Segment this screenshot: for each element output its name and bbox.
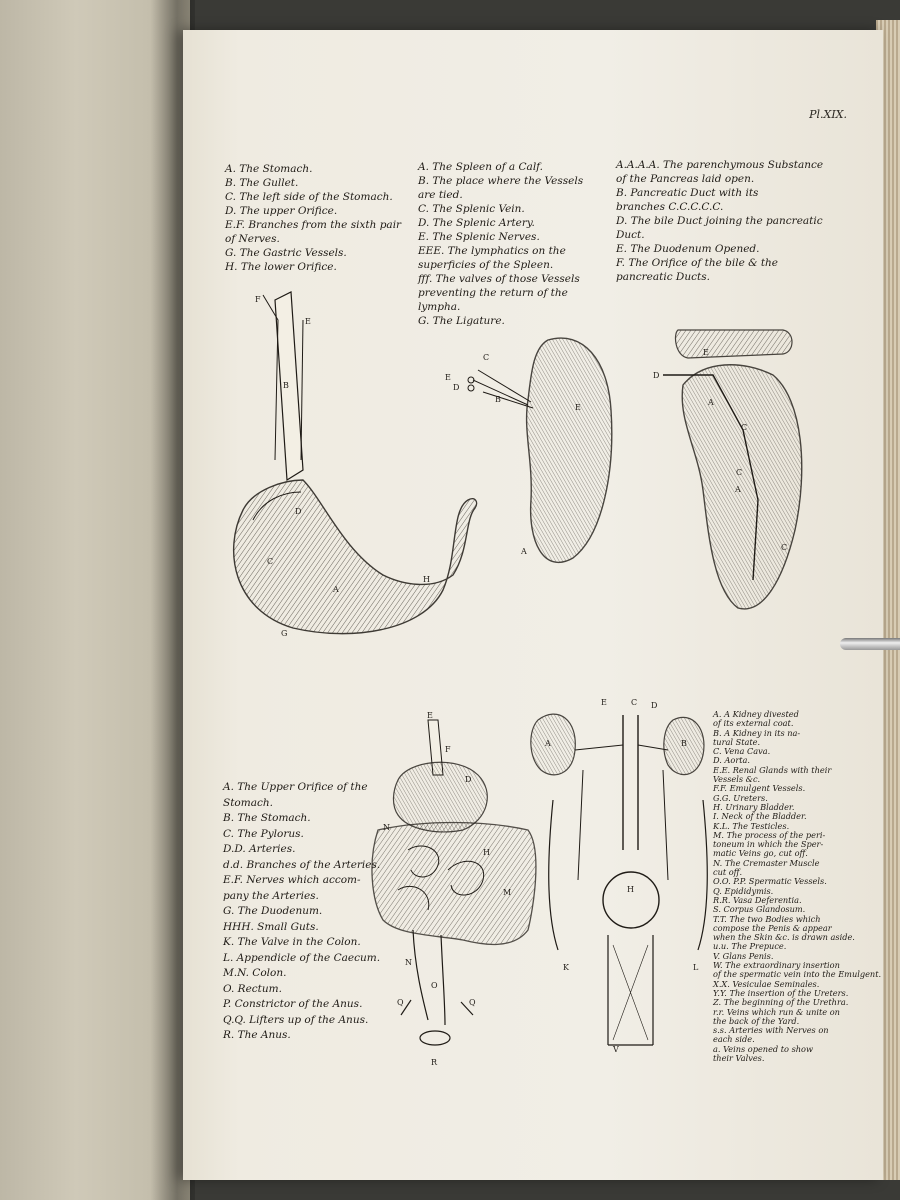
- legend-line: are tied.: [418, 189, 463, 201]
- legend-line: B. Pancreatic Duct with its: [616, 187, 759, 199]
- legend-line: O. Rectum.: [223, 982, 282, 995]
- legend-line: their Valves.: [713, 1052, 765, 1063]
- legend-line: F.F. Emulgent Vessels.: [713, 783, 806, 794]
- legend-line: A. The Spleen of a Calf.: [418, 161, 544, 173]
- legend-line: B. The Gullet.: [225, 177, 299, 189]
- svg-text:F: F: [445, 745, 451, 754]
- legend-line: X.X. Vesiculae Seminales.: [713, 978, 820, 989]
- legend-line: H. The lower Orifice.: [225, 261, 337, 273]
- legend-line: R. The Anus.: [223, 1029, 291, 1041]
- svg-text:B: B: [283, 381, 289, 390]
- legend-line: EEE. The lymphatics on the: [418, 245, 566, 257]
- svg-text:A: A: [708, 398, 714, 407]
- legend-line: G.G. Ureters.: [713, 792, 768, 803]
- legend-line: R.R. Vasa Deferentia.: [713, 894, 802, 905]
- svg-text:E: E: [305, 317, 311, 326]
- svg-text:C: C: [781, 543, 788, 552]
- legend-line: E.E. Renal Glands with their: [713, 764, 832, 775]
- svg-text:H: H: [423, 575, 430, 584]
- legend-line: C. The left side of the Stomach.: [225, 191, 393, 203]
- legend-line: each side.: [713, 1034, 755, 1045]
- svg-text:B: B: [495, 395, 501, 404]
- legend-line: G. The Gastric Vessels.: [225, 247, 347, 259]
- legend-line: tural State.: [713, 736, 761, 747]
- legend-line: M.N. Colon.: [223, 967, 287, 979]
- legend-line: A. The Upper Orifice of the: [223, 781, 368, 793]
- spleen-figure: [445, 338, 612, 562]
- svg-text:E: E: [601, 698, 607, 707]
- legend-line: D. The bile Duct joining the pancreatic: [616, 215, 823, 227]
- legend-line: K.L. The Testicles.: [713, 820, 790, 831]
- legend-line: A. The Stomach.: [225, 163, 313, 175]
- svg-text:D: D: [295, 507, 302, 516]
- legend-line: HHH. Small Guts.: [223, 920, 319, 933]
- svg-text:M: M: [503, 888, 512, 897]
- svg-text:N: N: [405, 958, 412, 967]
- legend-pancreas: [616, 158, 823, 284]
- legend-line: Y.Y. The insertion of the Ureters.: [713, 987, 849, 998]
- svg-text:H: H: [483, 848, 490, 857]
- svg-text:Q: Q: [397, 998, 404, 1007]
- legend-line: pancreatic Ducts.: [616, 271, 710, 283]
- plate-number: Pl.XIX.: [809, 108, 847, 121]
- svg-text:F: F: [255, 295, 261, 304]
- svg-text:E: E: [575, 403, 581, 412]
- legend-line: N. The Cremaster Muscle: [713, 857, 820, 868]
- pancreas-figure: [653, 330, 802, 609]
- legend-line: E. The Duodenum Opened.: [616, 243, 760, 255]
- legend-intestines: [223, 780, 380, 1044]
- svg-text:A: A: [333, 585, 339, 594]
- svg-text:A: A: [735, 485, 741, 494]
- svg-text:E: E: [703, 348, 709, 357]
- kidneys-figure: [531, 698, 707, 1054]
- legend-line: Q. Epididymis.: [713, 885, 774, 896]
- legend-line: A. A Kidney divested: [713, 709, 799, 719]
- legend-line: K. The Valve in the Colon.: [223, 936, 361, 948]
- legend-stomach: [225, 162, 401, 274]
- legend-line: G. The Duodenum.: [223, 905, 323, 917]
- legend-line: Duct.: [616, 229, 645, 241]
- legend-line: I. Neck of the Bladder.: [713, 811, 807, 822]
- legend-line: O.O. P.P. Spermatic Vessels.: [713, 876, 827, 887]
- stomach-figure: [234, 292, 477, 638]
- legend-line: fff. The valves of those Vessels: [418, 273, 580, 285]
- legend-line: L. Appendicle of the Caecum.: [223, 951, 381, 964]
- svg-text:O: O: [431, 981, 438, 990]
- svg-text:G: G: [281, 629, 288, 638]
- legend-line: compose the Penis & appear: [713, 922, 832, 933]
- legend-line: Vessels &c.: [713, 774, 761, 785]
- svg-text:K: K: [563, 963, 569, 972]
- svg-text:C: C: [736, 468, 743, 477]
- legend-line: E.F. Branches from the sixth pair: [225, 219, 402, 231]
- legend-line: M. The process of the peri-: [713, 829, 826, 840]
- svg-text:N: N: [383, 823, 390, 832]
- legend-line: the back of the Yard.: [713, 1015, 800, 1026]
- legend-line: when the Skin &c. is drawn aside.: [713, 932, 855, 943]
- legend-line: B. The Stomach.: [223, 812, 311, 824]
- legend-line: A.A.A.A. The parenchymous Substance: [616, 159, 824, 171]
- legend-line: pany the Arteries.: [223, 889, 319, 902]
- legend-line: of the Pancreas laid open.: [616, 173, 755, 185]
- plate-page: [183, 30, 883, 1180]
- legend-line: D. Aorta.: [713, 755, 751, 766]
- svg-text:D: D: [465, 775, 472, 784]
- legend-line: of the spermatic vein into the Emulgent.: [713, 969, 882, 980]
- legend-line: D. The Splenic Artery.: [418, 217, 535, 229]
- legend-line: D.D. Arteries.: [223, 843, 296, 855]
- legend-line: F. The Orifice of the bile & the: [616, 257, 779, 269]
- legend-line: T.T. The two Bodies which: [713, 913, 821, 924]
- legend-line: E.F. Nerves which accom-: [223, 874, 361, 886]
- legend-line: Q.Q. Lifters up of the Anus.: [223, 1013, 369, 1026]
- legend-line: D. The upper Orifice.: [225, 205, 338, 217]
- legend-line: of Nerves.: [225, 233, 280, 245]
- intestines-figure: [372, 711, 536, 1067]
- legend-line: V. Glans Penis.: [713, 950, 774, 961]
- legend-line: cut off.: [713, 867, 743, 878]
- legend-line: C. The Splenic Vein.: [418, 203, 525, 215]
- legend-line: d.d. Branches of the Arteries.: [223, 858, 381, 871]
- legend-spleen: [418, 160, 583, 328]
- legend-line: r.r. Veins which run & unite on: [713, 1006, 840, 1017]
- legend-line: Stomach.: [223, 796, 273, 809]
- svg-text:R: R: [431, 1058, 438, 1067]
- legend-line: u.u. The Prepuce.: [713, 941, 787, 952]
- svg-text:V: V: [613, 1045, 619, 1054]
- svg-text:D: D: [651, 701, 658, 710]
- legend-line: S. Corpus Glandosum.: [713, 904, 806, 915]
- legend-line: C. Vena Cava.: [713, 746, 771, 757]
- legend-line: B. A Kidney in its na-: [713, 727, 801, 738]
- pen-tip: [840, 638, 900, 650]
- svg-text:C: C: [483, 353, 490, 362]
- legend-line: toneum in which the Sper-: [713, 839, 824, 850]
- legend-line: preventing the return of the: [418, 287, 568, 299]
- svg-text:D: D: [453, 383, 460, 392]
- svg-text:A: A: [521, 547, 527, 556]
- legend-line: s.s. Arteries with Nerves on: [713, 1025, 829, 1036]
- svg-text:Q: Q: [469, 998, 476, 1007]
- svg-text:C: C: [631, 698, 638, 707]
- legend-line: a. Veins opened to show: [713, 1043, 813, 1054]
- legend-line: Z. The beginning of the Urethra.: [713, 997, 849, 1008]
- legend-line: of its external coat.: [713, 718, 794, 729]
- legend-line: lympha.: [418, 301, 461, 313]
- legend-line: W. The extraordinary insertion: [713, 960, 840, 971]
- svg-text:E: E: [427, 711, 433, 720]
- svg-text:C: C: [267, 557, 274, 566]
- legend-kidneys: [713, 710, 881, 1063]
- svg-text:B: B: [681, 739, 687, 748]
- legend-line: H. Urinary Bladder.: [713, 801, 795, 812]
- legend-line: P. Constrictor of the Anus.: [223, 998, 363, 1010]
- svg-text:E: E: [445, 373, 451, 382]
- svg-text:A: A: [545, 739, 551, 748]
- svg-text:L: L: [693, 963, 699, 972]
- legend-line: B. The place where the Vessels: [418, 175, 584, 187]
- svg-text:C: C: [741, 423, 748, 432]
- legend-line: E. The Splenic Nerves.: [418, 231, 540, 243]
- legend-line: C. The Pylorus.: [223, 827, 304, 840]
- legend-line: branches C.C.C.C.C.: [616, 201, 724, 213]
- legend-line: superficies of the Spleen.: [418, 259, 554, 271]
- svg-text:H: H: [627, 885, 634, 894]
- legend-line: matic Veins go, cut off.: [713, 848, 808, 859]
- legend-line: G. The Ligature.: [418, 315, 505, 327]
- svg-text:D: D: [653, 371, 660, 380]
